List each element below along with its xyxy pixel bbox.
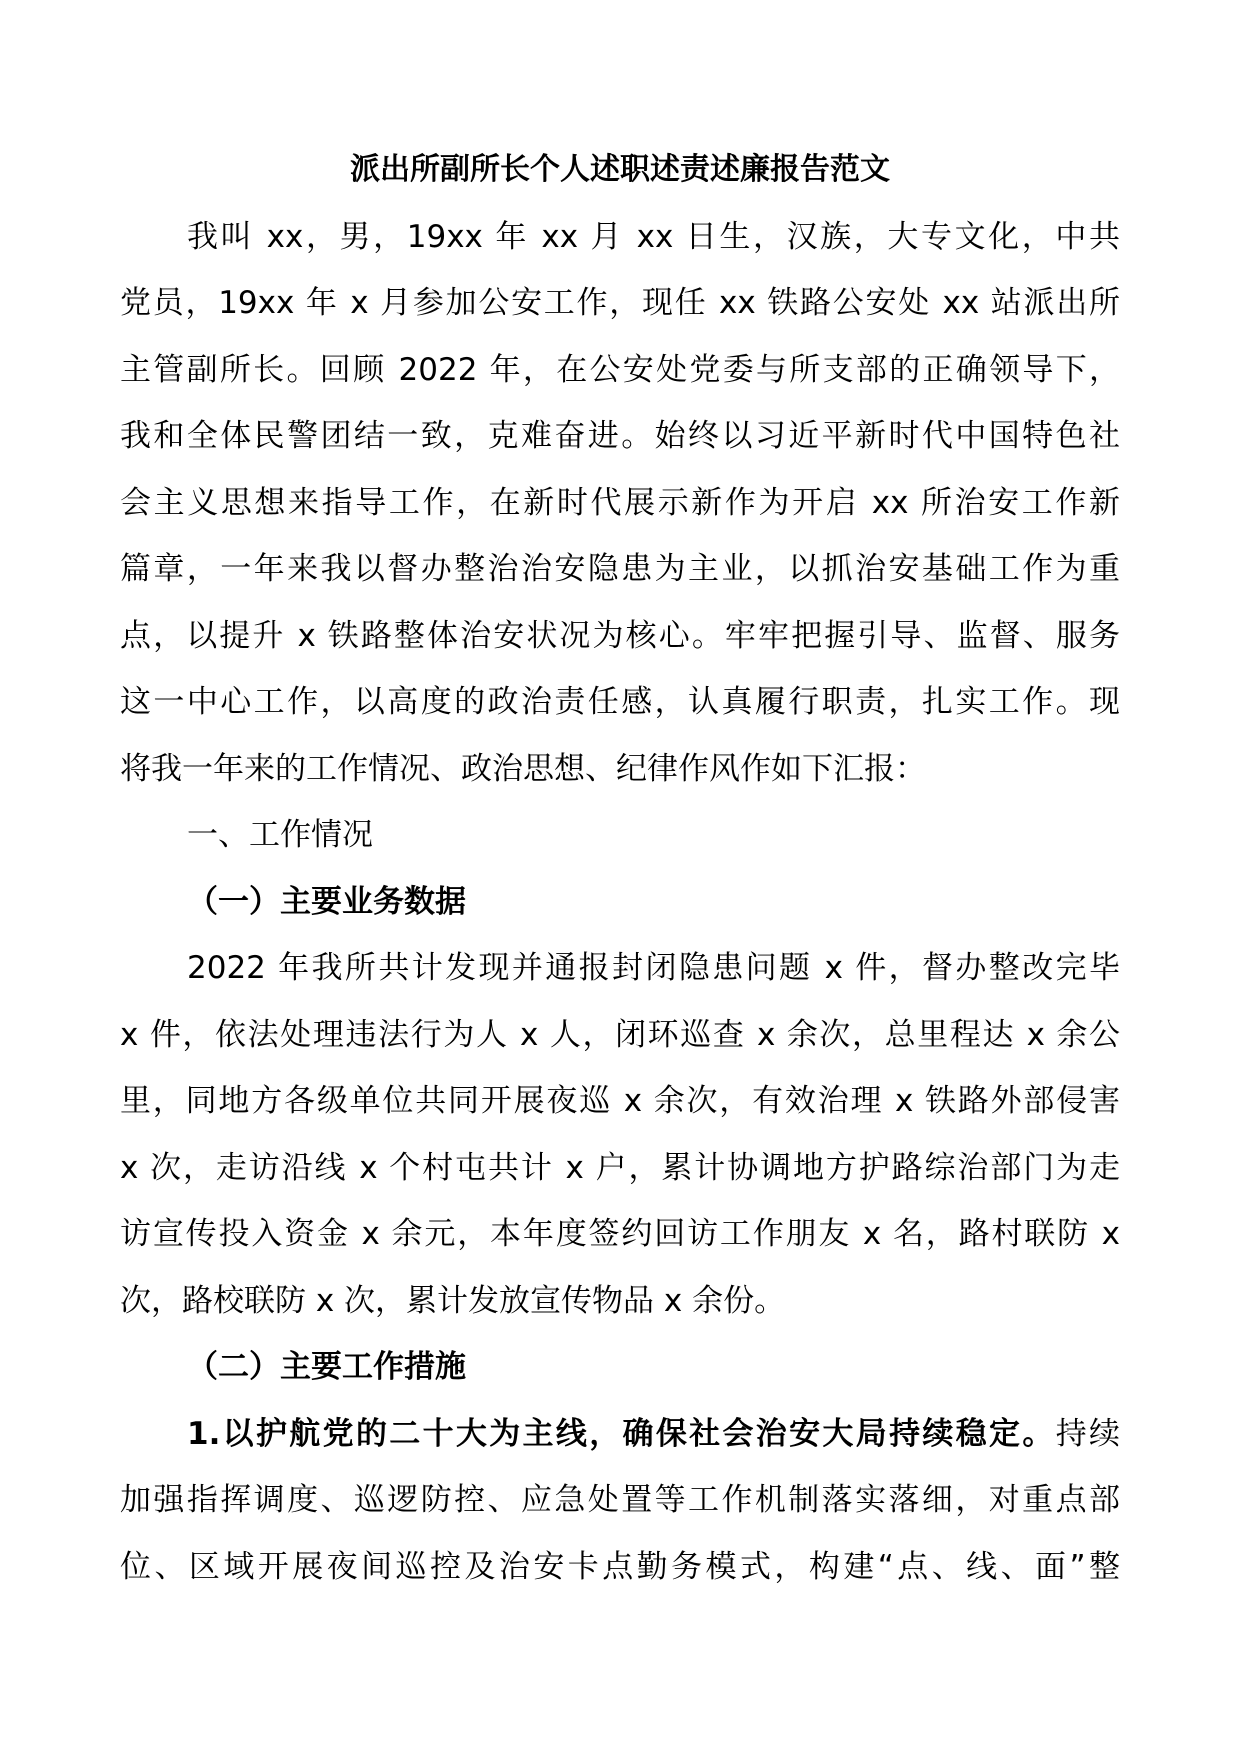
document-title: 派出所副所长个人述职述责述廉报告范文 — [350, 152, 890, 187]
text-line: 里，同地方各级单位共同开展夜巡 x 余次，有效治理 x 铁路外部侵害 — [120, 1083, 1120, 1119]
intro-paragraph — [120, 204, 1120, 803]
text-line: 主管副所长。回顾 2022 年，在公安处党委与所支部的正确领导下， — [120, 351, 1120, 388]
text-line: 将我一年来的工作情况、政治思想、纪律作风作如下汇报： — [120, 750, 926, 787]
measure-lead: 1.以护航党的二十大为主线，确保社会治安大局持续稳定。 — [187, 1415, 1056, 1452]
subsection-heading: （二）主要工作措施 — [187, 1349, 466, 1385]
text-line: 篇章，一年来我以督办整治治安隐患为主业，以抓治安基础工作为重 — [120, 551, 1120, 587]
text-line: 我和全体民警团结一致，克难奋进。始终以习近平新时代中国特色社 — [120, 418, 1120, 454]
text-line: 2022 年我所共计发现并通报封闭隐患问题 x 件，督办整改完毕 — [187, 950, 1120, 986]
section-heading: 一、工作情况 — [187, 817, 373, 853]
text-line: x 件，依法处理违法行为人 x 人，闭环巡查 x 余次，总里程达 x 余公 — [120, 1016, 1120, 1053]
subsection-heading: （一）主要业务数据 — [187, 883, 466, 920]
document-page — [120, 137, 1120, 1600]
text-line — [120, 1401, 1120, 1468]
text-line: 访宣传投入资金 x 余元，本年度签约回访工作朋友 x 名，路村联防 x — [120, 1216, 1120, 1252]
measure-lead-tail: 持续 — [1055, 1415, 1120, 1452]
text-line: 加强指挥调度、巡逻防控、应急处置等工作机制落实落细，对重点部 — [120, 1482, 1120, 1518]
text-line: 位、区域开展夜间巡控及治安卡点勤务模式，构建“点、线、面”整 — [120, 1548, 1120, 1585]
text-line: 次，路校联防 x 次，累计发放宣传物品 x 余份。 — [120, 1282, 786, 1319]
measure-paragraph — [120, 1401, 1120, 1601]
text-line: 这一中心工作，以高度的政治责任感，认真履行职责，扎实工作。现 — [120, 684, 1120, 720]
text-line: 会主义思想来指导工作，在新时代展示新作为开启 xx 所治安工作新 — [120, 484, 1120, 521]
data-paragraph — [120, 935, 1120, 1334]
text-line: x 次，走访沿线 x 个村屯共计 x 户，累计协调地方护路综治部门为走 — [120, 1149, 1120, 1186]
text-line: 我叫 xx，男，19xx 年 xx 月 xx 日生，汉族，大专文化，中共 — [187, 218, 1120, 255]
text-line: 党员，19xx 年 x 月参加公安工作，现任 xx 铁路公安处 xx 站派出所 — [120, 285, 1120, 321]
text-line: 点，以提升 x 铁路整体治安状况为核心。牢牢把握引导、监督、服务 — [120, 617, 1120, 654]
